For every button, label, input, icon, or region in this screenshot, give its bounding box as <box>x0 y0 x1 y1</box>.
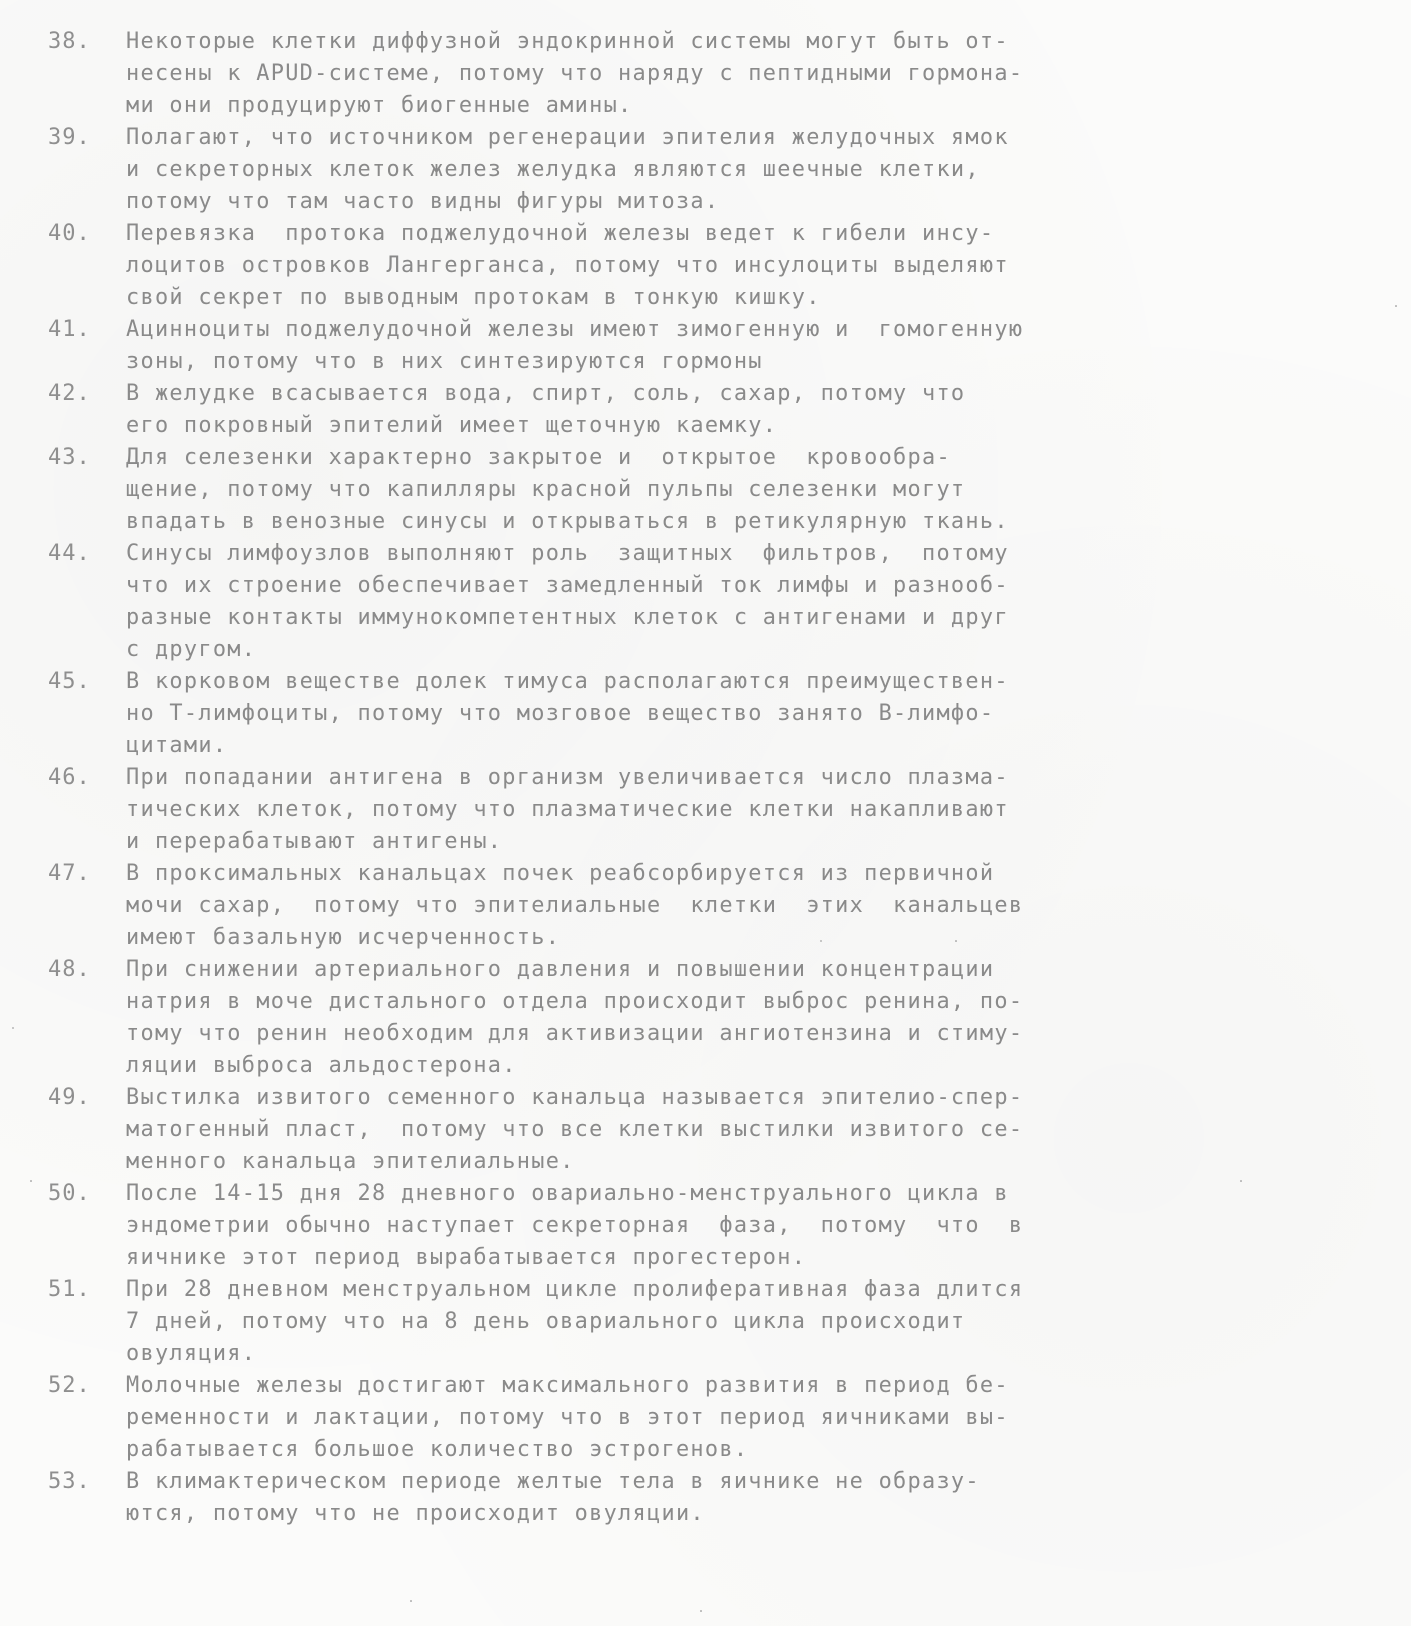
item-text-line: При 28 дневном менструальном цикле пролиферативная фаза длится <box>126 1277 1024 1302</box>
item-number: 53. <box>48 1469 91 1494</box>
item-text-line: ми они продуцируют биогенные амины. <box>126 93 633 118</box>
item-text-line: мочи сахар, потому что эпителиальные клетки этих канальцев <box>126 893 1024 918</box>
item-text-line: менного канальца эпителиальные. <box>126 1149 575 1174</box>
item-text-line: овуляция. <box>126 1341 257 1366</box>
list-item <box>48 442 1388 538</box>
item-text-line: но Т-лимфоциты, потому что мозговое вещество занято В-лимфо- <box>126 701 995 726</box>
item-text-line: 7 дней, потому что на 8 день овариального цикла происходит <box>126 1309 966 1334</box>
list-item <box>48 314 1388 378</box>
item-text-line: рабатывается большое количество эстрогенов. <box>126 1437 749 1462</box>
numbered-statements-list <box>48 26 1388 1530</box>
item-text-line: эндометрии обычно наступает секреторная фаза, потому что в <box>126 1213 1024 1238</box>
item-text-line: потому что там часто видны фигуры митоза. <box>126 189 720 214</box>
list-item <box>48 1274 1388 1370</box>
item-text-line: лоцитов островков Лангерганса, потому что инсулоциты выделяют <box>126 253 1009 278</box>
item-text-line: зоны, потому что в них синтезируются гормоны <box>126 349 763 374</box>
item-number: 45. <box>48 669 91 694</box>
scan-speck <box>410 1600 412 1602</box>
item-text-line: При попадании антигена в организм увеличивается число плазма- <box>126 765 1009 790</box>
item-text-line: тому что ренин необходим для активизации ангиотензина и стиму- <box>126 1021 1024 1046</box>
item-text-line: При снижении артериального давления и повышении концентрации <box>126 957 995 982</box>
list-item <box>48 762 1388 858</box>
item-text-line: разные контакты иммунокомпетентных клеток с антигенами и друг <box>126 605 1009 630</box>
item-number: 52. <box>48 1373 91 1398</box>
item-text-line: В климактерическом периоде желтые тела в яичнике не образу- <box>126 1469 980 1494</box>
item-number: 39. <box>48 125 91 150</box>
item-text-line: В желудке всасывается вода, спирт, соль, сахар, потому что <box>126 381 966 406</box>
item-number: 46. <box>48 765 91 790</box>
item-number: 44. <box>48 541 91 566</box>
list-item <box>48 1466 1388 1530</box>
item-text-line: Для селезенки характерно закрытое и открытое кровообра- <box>126 445 951 470</box>
list-item <box>48 858 1388 954</box>
item-text-line: ляции выброса альдостерона. <box>126 1053 517 1078</box>
list-item <box>48 1370 1388 1466</box>
item-text-line: матогенный пласт, потому что все клетки выстилки извитого се- <box>126 1117 1024 1142</box>
item-text-line: Перевязка протока поджелудочной железы ведет к гибели инсу- <box>126 221 995 246</box>
item-number: 51. <box>48 1277 91 1302</box>
list-item <box>48 954 1388 1082</box>
item-text-line: и перерабатывают антигены. <box>126 829 503 854</box>
item-number: 43. <box>48 445 91 470</box>
list-item <box>48 666 1388 762</box>
list-item <box>48 538 1388 666</box>
item-text-line: ременности и лактации, потому что в этот период яичниками вы- <box>126 1405 1009 1430</box>
item-text-line: с другом. <box>126 637 257 662</box>
item-text-line: щение, потому что капилляры красной пульпы селезенки могут <box>126 477 966 502</box>
item-number: 50. <box>48 1181 91 1206</box>
scan-speck <box>12 1027 14 1029</box>
list-item <box>48 26 1388 122</box>
item-text-line: и секреторных клеток желез желудка являются шеечные клетки, <box>126 157 980 182</box>
list-item <box>48 218 1388 314</box>
item-text-line: цитами. <box>126 733 228 758</box>
item-number: 48. <box>48 957 91 982</box>
item-text-line: Полагают, что источником регенерации эпителия желудочных ямок <box>126 125 1009 150</box>
scan-speck <box>820 940 822 942</box>
item-text-line: яичнике этот период вырабатывается прогестерон. <box>126 1245 807 1270</box>
item-text-line: его покровный эпителий имеет щеточную каемку. <box>126 413 778 438</box>
scan-speck <box>1240 1180 1242 1182</box>
list-item <box>48 1178 1388 1274</box>
item-number: 41. <box>48 317 91 342</box>
item-text-line: натрия в моче дистального отдела происходит выброс ренина, по- <box>126 989 1024 1014</box>
list-item <box>48 378 1388 442</box>
item-text-line: Ацинноциты поджелудочной железы имеют зимогенную и гомогенную <box>126 317 1024 342</box>
scan-speck <box>700 1610 702 1612</box>
item-text-line: впадать в венозные синусы и открываться в ретикулярную ткань. <box>126 509 1009 534</box>
scan-speck <box>955 940 957 942</box>
item-text-line: имеют базальную исчерченность. <box>126 925 561 950</box>
item-number: 40. <box>48 221 91 246</box>
item-text-line: несены к APUD-системе, потому что наряду с пептидными гормона- <box>126 61 1024 86</box>
item-text-line: что их строение обеспечивает замедленный ток лимфы и разнооб- <box>126 573 1009 598</box>
list-item <box>48 1082 1388 1178</box>
item-text-line: тических клеток, потому что плазматические клетки накапливают <box>126 797 1009 822</box>
item-text-line: Молочные железы достигают максимального развития в период бе- <box>126 1373 1009 1398</box>
scan-speck <box>1395 305 1397 307</box>
item-text-line: В корковом веществе долек тимуса располагаются преимуществен- <box>126 669 1009 694</box>
item-text-line: свой секрет по выводным протокам в тонкую кишку. <box>126 285 821 310</box>
item-number: 42. <box>48 381 91 406</box>
item-text-line: В проксимальных канальцах почек реабсорбируется из первичной <box>126 861 995 886</box>
item-text-line: Выстилка извитого семенного канальца называется эпителио-спер- <box>126 1085 1024 1110</box>
item-text-line: Некоторые клетки диффузной эндокринной системы могут быть от- <box>126 29 1009 54</box>
item-text-line: ются, потому что не происходит овуляции. <box>126 1501 705 1526</box>
list-item <box>48 122 1388 218</box>
scan-speck <box>30 1180 32 1182</box>
item-text-line: После 14-15 дня 28 дневного овариально-менструального цикла в <box>126 1181 1009 1206</box>
item-text-line: Синусы лимфоузлов выполняют роль защитных фильтров, потому <box>126 541 1009 566</box>
item-number: 38. <box>48 29 91 54</box>
item-number: 47. <box>48 861 91 886</box>
item-number: 49. <box>48 1085 91 1110</box>
